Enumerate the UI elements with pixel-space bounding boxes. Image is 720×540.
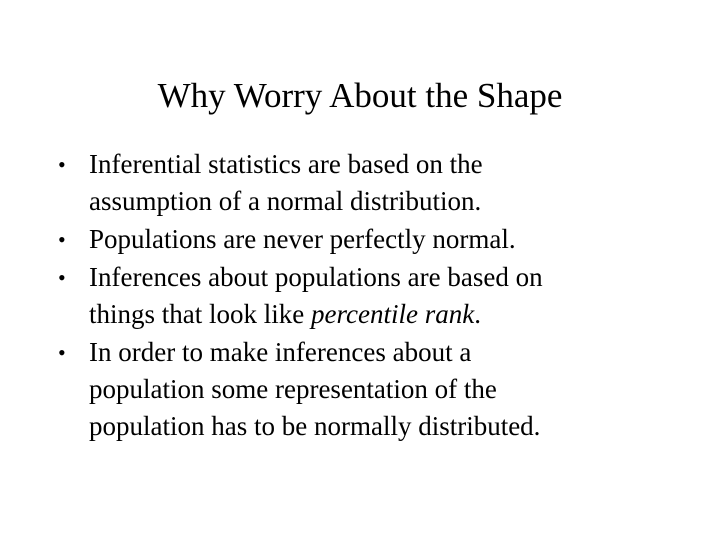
bullet-glyph: • <box>58 227 66 252</box>
bullet-text-line: population some representation of the <box>89 374 497 404</box>
bullet-glyph: • <box>58 340 66 365</box>
bullet-list <box>58 146 698 446</box>
bullet-item <box>58 146 698 220</box>
bullet-text-line: In order to make inferences about a <box>89 337 472 367</box>
bullet-text-line: Inferential statistics are based on the <box>89 149 483 179</box>
bullet-text-line: Inferences about populations are based on <box>89 262 543 292</box>
bullet-text-line: assumption of a normal distribution. <box>89 186 482 216</box>
bullet-text-line <box>89 299 481 329</box>
bullet-text-line: Populations are never perfectly normal. <box>89 224 516 254</box>
bullet-glyph: • <box>58 265 66 290</box>
bullet-item <box>58 334 698 445</box>
slide-title: Why Worry About the Shape <box>157 76 563 115</box>
bullet-glyph: • <box>58 152 66 177</box>
bullet-text-line: population has to be normally distributed. <box>89 411 541 441</box>
bullet-text-prefix: things that look like <box>89 299 311 329</box>
bullet-item <box>58 221 698 258</box>
emphasis-text: percentile rank <box>311 299 475 329</box>
bullet-item <box>58 259 698 333</box>
bullet-text-suffix: . <box>474 299 481 329</box>
